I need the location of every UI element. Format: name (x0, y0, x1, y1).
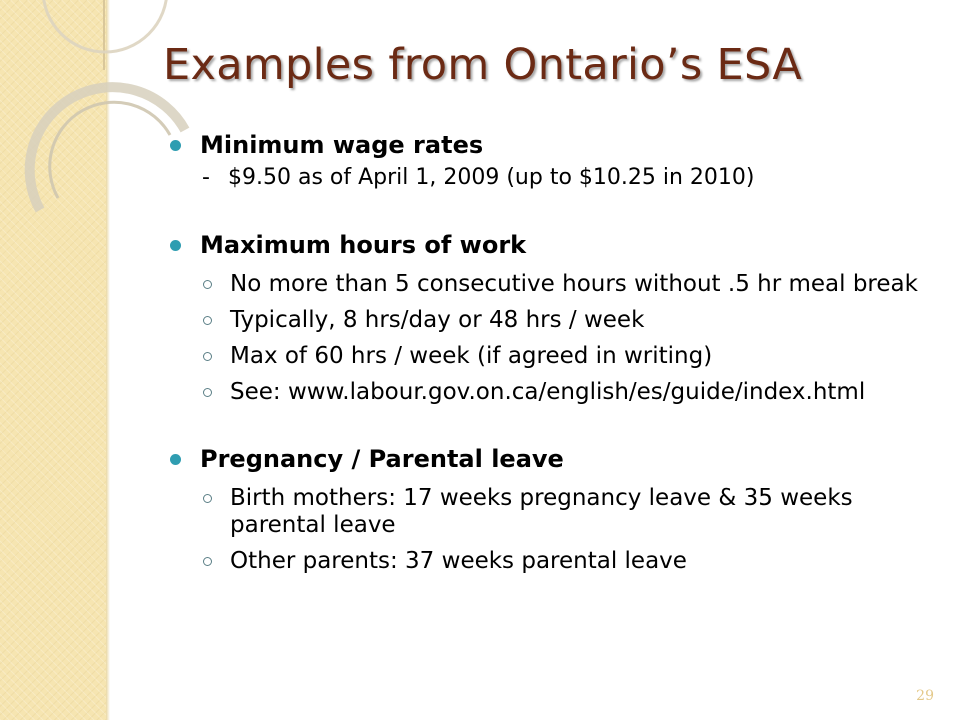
ring-bullet-icon (203, 557, 212, 566)
bullet-heading (168, 442, 938, 476)
page-number: 29 (916, 688, 934, 704)
sub-bullet-item (168, 271, 938, 298)
sub-bullet-text: Max of 60 hrs / week (if agreed in writing) (230, 343, 713, 369)
ring-bullet-icon (203, 388, 212, 397)
sub-bullet-item (168, 485, 938, 539)
sub-bullet-text: No more than 5 consecutive hours without .5 hr meal break (230, 271, 918, 297)
bullet-dot-icon (170, 454, 181, 465)
bullet-dot-icon (170, 240, 181, 251)
sub-bullet-text: Typically, 8 hrs/day or 48 hrs / week (230, 307, 645, 333)
slide-title: Examples from Ontario’s ESA (163, 40, 803, 90)
slide-body (168, 128, 938, 609)
section-maximum-hours (168, 228, 938, 406)
sub-bullet-text: Other parents: 37 weeks parental leave (230, 548, 687, 574)
sub-bullet-item (168, 379, 938, 406)
bullet-heading (168, 228, 938, 262)
sub-bullet-text: See: www.labour.gov.on.ca/english/es/guide/index.html (230, 379, 866, 405)
decorative-ring-inner (50, 102, 170, 198)
bullet-heading (168, 128, 938, 162)
ring-bullet-icon (203, 316, 212, 325)
dash-item (168, 162, 938, 194)
bullet-dot-icon (170, 140, 181, 151)
section-pregnancy-leave (168, 442, 938, 575)
ring-bullet-icon (203, 352, 212, 361)
ring-bullet-icon (203, 494, 212, 503)
ring-bullet-icon (203, 280, 212, 289)
sub-bullet-text: Birth mothers: 17 weeks pregnancy leave & 35 weeks parental leave (230, 485, 853, 538)
sub-bullet-item (168, 307, 938, 334)
bullet-heading-text: Minimum wage rates (200, 131, 484, 159)
sub-bullet-item (168, 548, 938, 575)
dash-item-text: $9.50 as of April 1, 2009 (up to $10.25 in 2010) (228, 165, 755, 190)
bullet-heading-text: Maximum hours of work (200, 231, 527, 259)
section-minimum-wage (168, 128, 938, 194)
dash-symbol: - (202, 165, 210, 190)
bullet-heading-text: Pregnancy / Parental leave (200, 445, 564, 473)
sub-bullet-item (168, 343, 938, 370)
